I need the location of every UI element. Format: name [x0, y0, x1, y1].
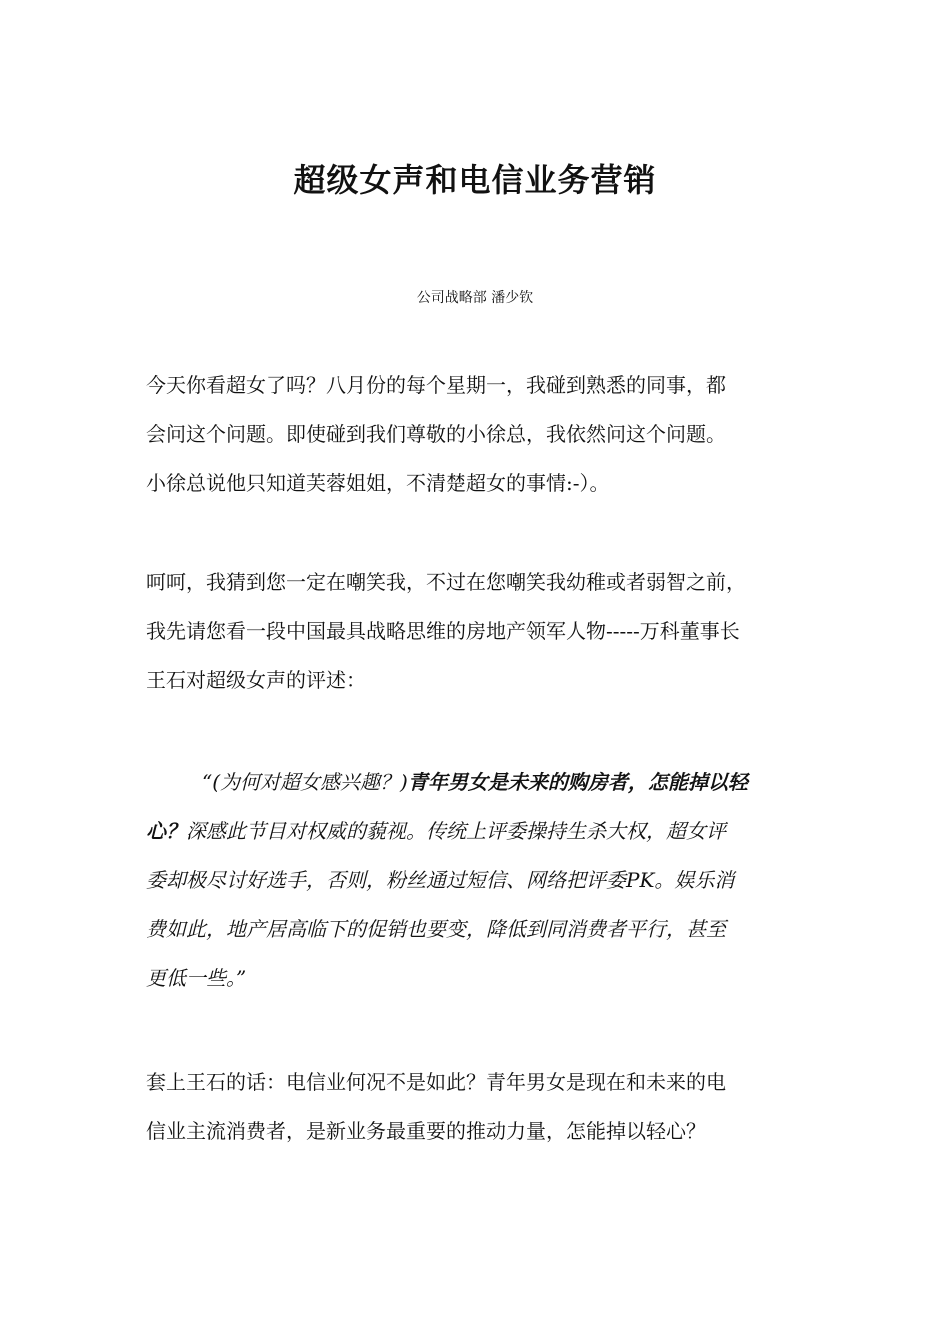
paragraph-line: 小徐总说他只知道芙蓉姐姐，不清楚超女的事情:-）。	[146, 471, 610, 495]
quote-emphasis: 心？	[146, 819, 186, 843]
author-byline: 公司战略部 潘少钦	[416, 290, 534, 306]
quote-line: 更低一些。”	[146, 966, 247, 990]
quote-line: 委却极尽讨好选手，否则，粉丝通过短信、网络把评委PK。娱乐消	[146, 868, 735, 892]
document-title: 超级女声和电信业务营销	[293, 161, 657, 199]
quote-question: “(为何对超女感兴趣？)	[202, 770, 408, 794]
paragraph-line: 呵呵，我猜到您一定在嘲笑我，不过在您嘲笑我幼稚或者弱智之前，	[146, 570, 746, 594]
quote-block	[146, 758, 818, 1003]
paragraph-line: 今天你看超女了吗？八月份的每个星期一，我碰到熟悉的同事，都	[146, 373, 726, 397]
paragraph-line: 套上王石的话：电信业何况不是如此？青年男女是现在和未来的电	[146, 1070, 726, 1094]
paragraph-line: 我先请您看一段中国最具战略思维的房地产领军人物-----万科董事长	[146, 619, 740, 643]
quote-line: 费如此，地产居高临下的促销也要变，降低到同消费者平行，甚至	[146, 917, 726, 941]
quote-emphasis: 青年男女是未来的购房者，怎能掉以轻	[407, 770, 748, 794]
quote-line	[146, 758, 818, 807]
quote-text: 深感此节目对权威的藐视。传统上评委操持生杀大权，超女评	[186, 819, 726, 843]
paragraph-line: 会问这个问题。即使碰到我们尊敬的小徐总，我依然问这个问题。	[146, 422, 726, 446]
paragraph-wangshi-intro	[146, 558, 818, 705]
quote-line	[146, 807, 818, 856]
paragraph-conclusion	[146, 1058, 818, 1156]
paragraph-intro	[146, 361, 818, 508]
paragraph-line: 王石对超级女声的评述：	[146, 668, 366, 692]
paragraph-line: 信业主流消费者，是新业务最重要的推动力量，怎能掉以轻心？	[146, 1119, 706, 1143]
